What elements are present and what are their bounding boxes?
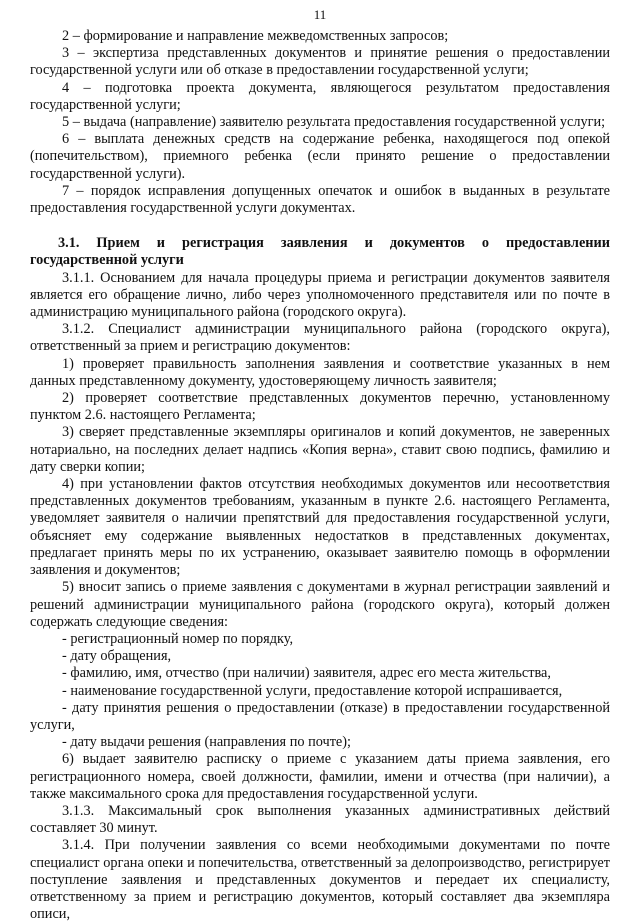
list-item: - дату обращения, [62,648,172,665]
paragraph: 5 – выдача (направление) заявителю результата предоставления государственной услуги; [62,114,606,131]
section-heading: 3.1. Прием и регистрация заявления и документов о предоставлении государственной услуги [30,235,610,269]
list-item: - дату выдачи решения (направления по почте); [62,734,352,751]
paragraph: 4) при установлении фактов отсутствия необходимых документов или несоответствия представленных документов требованиям, указанным в пункте 2.6. настоящего Регламента, уведомляет заявителя о наличии препятствий для предоставления государственной услуги, объясняет ему содержание выявленных недостатков в представленных документах, предлагает принять меры по их устранению, оказывает заявителю помощь в оформлении заявления и документов; [30,476,610,579]
page-number: 11 [313,7,327,22]
paragraph: 3) сверяет представленные экземпляры оригиналов и копий документов, не заверенных нотариально, на последних делает надпись «Копия верна», ставит свою подпись, фамилию и дату сверки копии; [30,424,610,475]
paragraph: 3.1.2. Специалист администрации муниципального района (городского округа), ответственный за прием и регистрацию документов: [30,321,610,355]
paragraph: 3.1.4. При получении заявления со всеми необходимыми документами по почте специалист органа опеки и попечительства, ответственный за делопроизводство, регистрирует поступление заявления и представленных документов и передает их специалисту, ответственному за прием и регистрацию документов, который составляет два экземпляра описи, [30,837,610,923]
paragraph: 1) проверяет правильность заполнения заявления и соответствие указанных в нем данных представленному документу, удостоверяющему личность заявителя; [30,355,610,389]
paragraph: 3.1.1. Основанием для начала процедуры приема и регистрации документов заявителя является его обращение лично, либо через уполномоченного представителя или по почте в администрацию муниципального района (городского округа). [30,269,610,321]
paragraph: 6) выдает заявителю расписку о приеме с указанием даты приема заявления, его регистрационного номера, своей должности, фамилии, имени и отчества (при наличии), а также максимального срока для предоставления государственной услуги. [30,751,610,802]
paragraph: 3.1.3. Максимальный срок выполнения указанных административных действий составляет 30 минут. [30,802,610,837]
list-item: - регистрационный номер по порядку, [62,630,294,647]
paragraph: 7 – порядок исправления допущенных опечаток и ошибок в выданных в результате предоставления государственной услуги документах. [30,182,610,217]
paragraph: 6 – выплата денежных средств на содержание ребенка, находящегося под опекой (попечительством), приемного ребенка (если принято решение о предоставлении государственной услуги). [30,131,610,182]
list-item: - дату принятия решения о предоставлении (отказе) в предоставлении государственной услуги, [30,699,610,733]
paragraph: 5) вносит запись о приеме заявления с документами в журнал регистрации заявлений и решений администрации муниципального района (городского округа), который должен содержать следующие сведения: [30,579,610,630]
list-item: - фамилию, имя, отчество (при наличии) заявителя, адрес его места жительства, [62,665,551,682]
paragraph: 3 – экспертиза представленных документов и принятие решения о предоставлении государственной услуги или об отказе в предоставлении государственной услуги; [30,45,610,79]
paragraph: 2 – формирование и направление межведомственных запросов; [62,28,449,44]
paragraph: 4 – подготовка проекта документа, являющегося результатом предоставления государственной услуги; [30,79,610,113]
list-item: - наименование государственной услуги, предоставление которой испрашивается, [62,682,563,699]
paragraph: 2) проверяет соответствие представленных документов перечню, установленному пунктом 2.6. настоящего Регламента; [30,390,610,424]
document-page [30,6,610,923]
